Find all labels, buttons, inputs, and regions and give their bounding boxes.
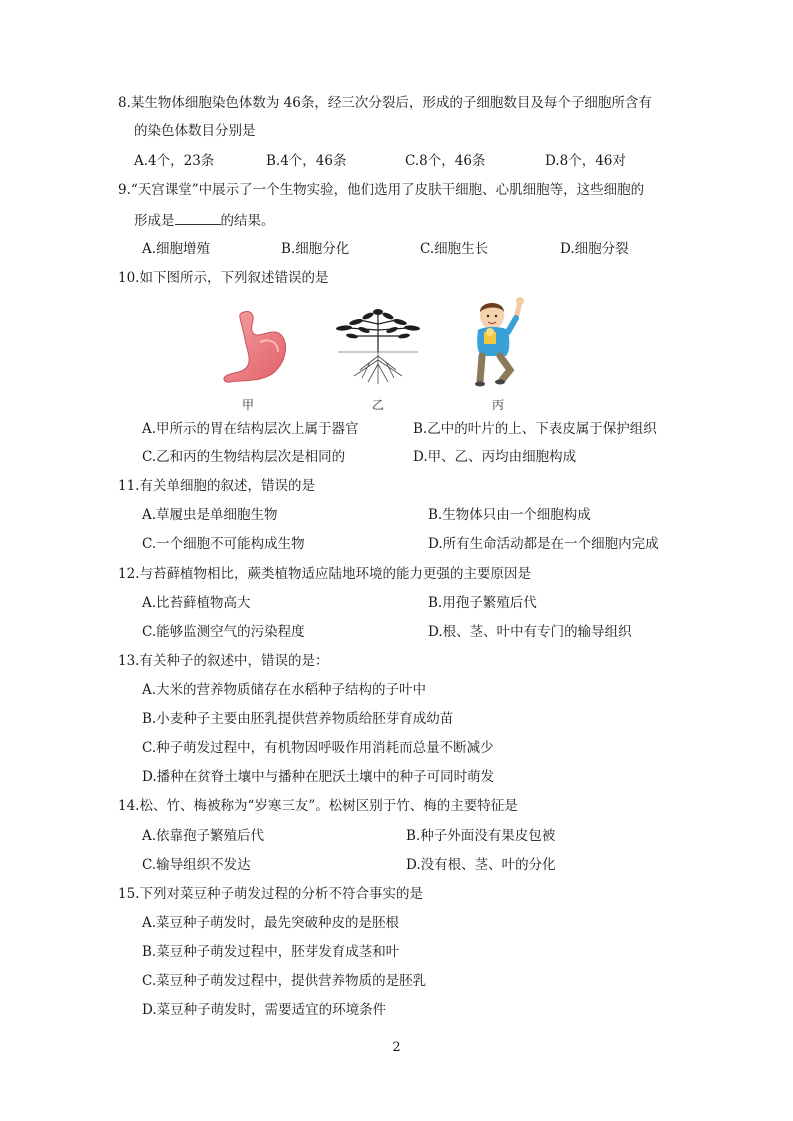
- q9-stem-post: 的结果。: [220, 213, 275, 229]
- q9-stem-pre: 形成是: [134, 213, 175, 229]
- q12-option-c: C.能够监测空气的污染程度: [142, 624, 305, 640]
- q12-stem: 12.与苔藓植物相比，蕨类植物适应陆地环境的能力更强的主要原因是: [118, 566, 531, 582]
- q10-option-a: A.甲所示的胃在结构层次上属于器官: [142, 421, 359, 437]
- q9-stem-line2: [134, 210, 275, 230]
- q11-option-d: D.所有生命活动都是在一个细胞内完成: [428, 536, 659, 552]
- q14-option-a: A.依靠孢子繁殖后代: [142, 828, 265, 844]
- q8-stem-line2: 的染色体数目分别是: [134, 123, 256, 139]
- caption-bing: 丙: [492, 398, 505, 412]
- q9-option-d: D.细胞分裂: [560, 241, 629, 257]
- q15-option-d: D.菜豆种子萌发时，需要适宜的环境条件: [142, 1002, 387, 1018]
- q14-option-b: B.种子外面没有果皮包被: [406, 828, 556, 844]
- q8-option-a: A.4个，23条: [134, 153, 215, 169]
- q13-option-a: A.大米的营养物质储存在水稻种子结构的子叶中: [142, 682, 427, 698]
- plant-image: [330, 304, 426, 386]
- q12-option-a: A.比苔藓植物高大: [142, 595, 251, 611]
- q11-option-a: A.草履虫是单细胞生物: [142, 507, 278, 523]
- caption-yi: 乙: [372, 398, 385, 412]
- q10-option-c: C.乙和丙的生物结构层次是相同的: [142, 449, 346, 465]
- page-number: 2: [392, 1040, 401, 1055]
- q9-stem-line1: 9.“天宫课堂”中展示了一个生物实验，他们选用了皮肤干细胞、心肌细胞等，这些细胞的: [118, 182, 645, 198]
- q11-option-b: B.生物体只由一个细胞构成: [428, 507, 591, 523]
- q13-option-d: D.播种在贫脊土壤中与播种在肥沃土壤中的种子可同时萌发: [142, 769, 495, 785]
- q15-stem: 15.下列对菜豆种子萌发过程的分析不符合事实的是: [118, 886, 423, 902]
- q10-stem: 10.如下图所示，下列叙述错误的是: [118, 270, 329, 286]
- q8-option-b: B.4个，46条: [266, 153, 347, 169]
- boy-image: [468, 296, 530, 388]
- q15-option-a: A.菜豆种子萌发时，最先突破种皮的是胚根: [142, 915, 400, 931]
- stomach-image: [220, 308, 292, 386]
- q12-option-b: B.用孢子繁殖后代: [428, 595, 537, 611]
- q12-option-d: D.根、茎、叶中有专门的输导组织: [428, 624, 632, 640]
- q11-option-c: C.一个细胞不可能构成生物: [142, 536, 305, 552]
- q15-option-b: B.菜豆种子萌发过程中，胚芽发育成茎和叶: [142, 944, 400, 960]
- q9-answer-blank: [175, 210, 221, 225]
- q11-stem: 11.有关单细胞的叙述，错误的是: [118, 478, 315, 494]
- q9-option-a: A.细胞增殖: [142, 241, 211, 257]
- q9-option-c: C.细胞生长: [420, 241, 489, 257]
- q14-stem: 14.松、竹、梅被称为“岁寒三友”。松树区别于竹、梅的主要特征是: [118, 798, 518, 814]
- q9-option-b: B.细胞分化: [281, 241, 350, 257]
- q13-stem: 13.有关种子的叙述中，错误的是：: [118, 653, 329, 669]
- q13-option-b: B.小麦种子主要由胚乳提供营养物质给胚芽育成幼苗: [142, 711, 454, 727]
- q8-option-d: D.8个，46对: [545, 153, 626, 169]
- q8-option-c: C.8个，46条: [405, 153, 486, 169]
- q8-stem-line1: 8.某生物体细胞染色体数为 46条，经三次分裂后，形成的子细胞数目及每个子细胞所含有: [118, 95, 652, 111]
- q10-option-b: B.乙中的叶片的上、下表皮属于保护组织: [413, 421, 657, 437]
- q13-option-c: C.种子萌发过程中，有机物因呼吸作用消耗而总量不断减少: [142, 740, 494, 756]
- q15-option-c: C.菜豆种子萌发过程中，提供营养物质的是胚乳: [142, 973, 427, 989]
- q14-option-c: C.输导组织不发达: [142, 857, 251, 873]
- q10-option-d: D.甲、乙、丙均由细胞构成: [413, 449, 577, 465]
- q14-option-d: D.没有根、茎、叶的分化: [406, 857, 556, 873]
- caption-jia: 甲: [242, 398, 255, 412]
